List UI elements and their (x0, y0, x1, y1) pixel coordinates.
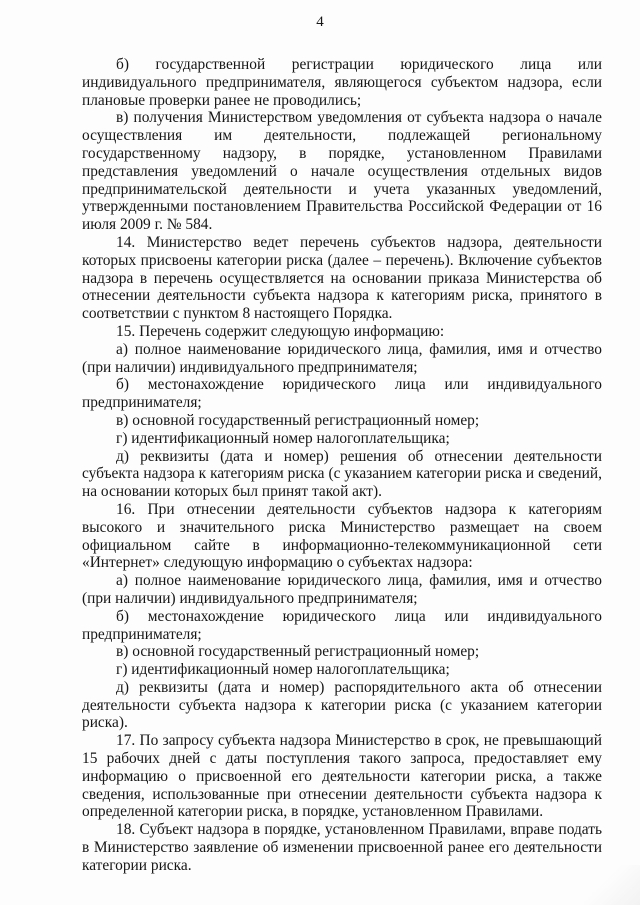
scan-shadow (580, 865, 640, 905)
paragraph-16: 16. При отнесении деятельности субъектов надзора к категориям высокого и значительного риска Министерство размещает на своем официальном сайте в информационно-телекоммуникационной сети «Интернет» следующую информацию о субъектах надзора: (82, 500, 602, 572)
paragraph-15d: г) идентификационный номер налогоплательщика; (116, 429, 450, 447)
paragraph-14: 14. Министерство ведет перечень субъектов надзора, деятельности которых присвоены категории риска (далее – перечень). Включение субъектов надзора в перечень осуществляется на основании приказа Министерства об отнесении деятельности субъекта надзора к категориям риска, принятого в соответствии с пунктом 8 настоящего Порядка. (82, 233, 602, 323)
paragraph-16a: а) полное наименование юридического лица, фамилия, имя и отчество (при наличии) индивидуального предпринимателя; (82, 572, 602, 607)
paragraph-18: 18. Субъект надзора в порядке, установленном Правилами, вправе подать в Министерство заявление об изменении присвоенной ранее его деятельности категории риска. (82, 821, 602, 874)
paragraph-15: 15. Перечень содержит следующую информацию: (116, 322, 445, 340)
paragraph-16d: г) идентификационный номер налогоплательщика; (116, 661, 450, 679)
paragraph-16c: в) основной государственный регистрационный номер; (116, 643, 480, 661)
paragraph-13b: б) государственной регистрации юридического лица или индивидуального предпринимателя, являющегося субъектом надзора, если плановые проверки ранее не проводились; (82, 56, 602, 109)
paragraph-15a: а) полное наименование юридического лица, фамилия, имя и отчество (при наличии) индивидуального предпринимателя; (82, 340, 602, 376)
paragraph-17: 17. По запросу субъекта надзора Министерство в срок, не превышающий 15 рабочих дней с даты поступления такого запроса, предоставляет ему информацию о присвоенной его деятельности категории риска, а также сведения, использованные при отнесении деятельности субъекта надзора к определенной категории риска, в порядке, установленном Правилами. (82, 732, 602, 821)
paragraph-13c: в) получения Министерством уведомления от субъекта надзора о начале осуществления им деятельности, подлежащей региональному государственному надзору, в порядке, установленном Правилами представления уведомлений о начале осуществления отдельных видов предпринимательской деятельности и учета указанных уведомлений, утвержденными постановлением Правительства Российской Федерации от 16 июля 2009 г. № 584. (82, 109, 602, 234)
paragraph-15e: д) реквизиты (дата и номер) решения об отнесении деятельности субъекта надзора к категориям риска (с указанием категории риска и сведений, на основании которых был принят такой акт). (82, 447, 602, 501)
paragraph-16b: б) местонахождение юридического лица или индивидуального предпринимателя; (82, 607, 602, 643)
page-number: 4 (316, 14, 324, 30)
paragraph-16e: д) реквизиты (дата и номер) распорядительного акта об отнесении деятельности субъекта надзора к категории риска (с указанием категории риска). (82, 678, 602, 732)
document-body (82, 56, 602, 875)
paragraph-15c: в) основной государственный регистрационный номер; (116, 411, 480, 429)
paragraph-15b: б) местонахождение юридического лица или индивидуального предпринимателя; (82, 376, 602, 412)
